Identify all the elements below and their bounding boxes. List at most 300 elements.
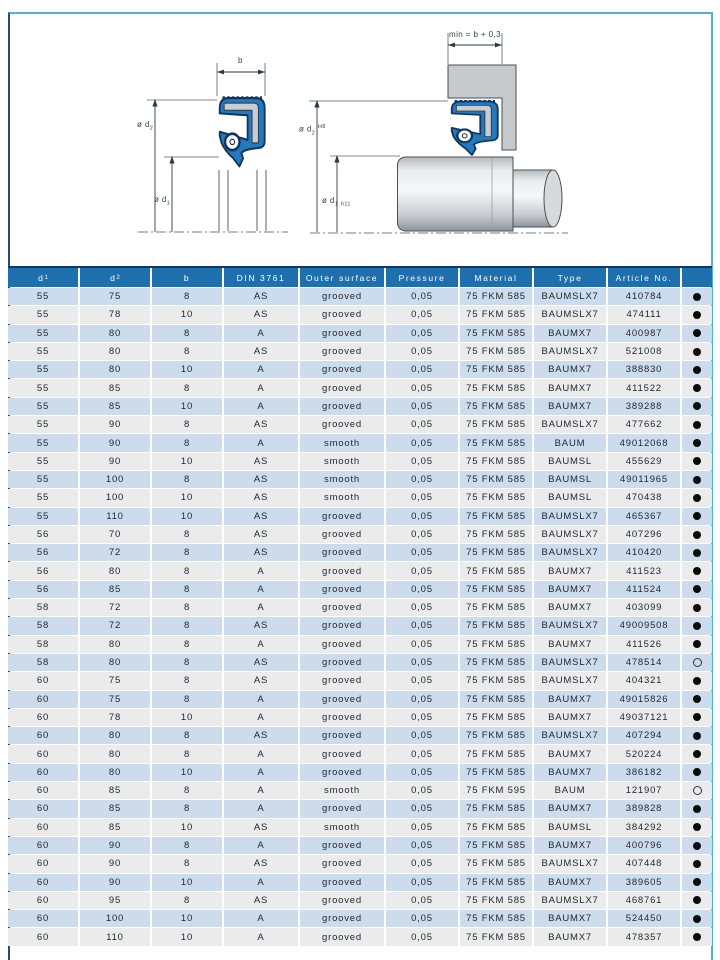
cell-d1: 55 [8,453,78,470]
table-row [8,782,712,799]
cell-d1: 56 [8,562,78,579]
cell-din3761: A [224,800,298,817]
cell-outer-surface: grooved [300,361,384,378]
cell-d1: 56 [8,544,78,561]
cell-material: 75 FKM 585 [460,544,532,561]
cell-type: BAUMSLX7 [534,306,606,323]
cell-d1: 60 [8,855,78,872]
cell-material: 75 FKM 585 [460,837,532,854]
cell-b: 8 [152,855,222,872]
cell-material: 75 FKM 585 [460,453,532,470]
availability-dot [682,819,712,836]
cell-article-no: 411524 [608,581,680,598]
cell-d2: 70 [80,526,150,543]
cell-d2: 80 [80,654,150,671]
cell-d1: 60 [8,764,78,781]
cell-outer-surface: grooved [300,306,384,323]
table-row [8,306,712,323]
cell-pressure: 0,05 [386,892,458,909]
cell-material: 75 FKM 585 [460,562,532,579]
cell-article-no: 389288 [608,398,680,415]
cell-pressure: 0,05 [386,471,458,488]
cell-din3761: AS [224,343,298,360]
availability-dot [682,489,712,506]
cell-type: BAUMX7 [534,325,606,342]
cell-din3761: A [224,398,298,415]
cell-pressure: 0,05 [386,837,458,854]
cell-material: 75 FKM 585 [460,526,532,543]
cell-article-no: 410784 [608,288,680,305]
cell-pressure: 0,05 [386,526,458,543]
cell-d1: 60 [8,691,78,708]
cell-article-no: 403099 [608,599,680,616]
cell-d2: 75 [80,288,150,305]
cell-pressure: 0,05 [386,928,458,945]
cell-b: 8 [152,727,222,744]
cell-pressure: 0,05 [386,325,458,342]
table-row [8,562,712,579]
cell-outer-surface: smooth [300,782,384,799]
cell-material: 75 FKM 585 [460,306,532,323]
cell-b: 8 [152,617,222,634]
cell-din3761: A [224,434,298,451]
cell-din3761: AS [224,471,298,488]
cell-din3761: A [224,745,298,762]
table-row [8,691,712,708]
cell-d2: 90 [80,837,150,854]
cell-outer-surface: grooved [300,508,384,525]
cell-article-no: 410420 [608,544,680,561]
table-row [8,617,712,634]
table-row [8,361,712,378]
cell-din3761: AS [224,892,298,909]
cell-type: BAUMSLX7 [534,526,606,543]
cell-b: 10 [152,874,222,891]
cell-article-no: 49009508 [608,617,680,634]
cell-type: BAUM [534,782,606,799]
cell-article-no: 524450 [608,910,680,927]
cell-d2: 90 [80,434,150,451]
col-header-pressure: Pressure [386,268,458,287]
cell-pressure: 0,05 [386,416,458,433]
cell-material: 75 FKM 585 [460,910,532,927]
cell-d1: 58 [8,599,78,616]
dim-label-d2-left: ø $d_2$ [137,120,154,132]
availability-dot [682,288,712,305]
cell-article-no: 389828 [608,800,680,817]
table-row [8,471,712,488]
cell-din3761: AS [224,288,298,305]
cell-d2: 72 [80,544,150,561]
cell-d1: 55 [8,398,78,415]
cell-type: BAUMX7 [534,379,606,396]
availability-dot [682,928,712,945]
cell-d2: 90 [80,874,150,891]
cell-material: 75 FKM 585 [460,617,532,634]
availability-dot [682,379,712,396]
cell-article-no: 49015826 [608,691,680,708]
cell-article-no: 478357 [608,928,680,945]
cell-d1: 56 [8,581,78,598]
cell-outer-surface: grooved [300,654,384,671]
cell-type: BAUMSLX7 [534,343,606,360]
dim-label-min-gap: min = b + 0,3 [449,30,501,39]
table-header-row [8,266,712,287]
cell-type: BAUM [534,434,606,451]
cell-b: 10 [152,453,222,470]
availability-dot [682,508,712,525]
cell-outer-surface: grooved [300,709,384,726]
cell-b: 8 [152,800,222,817]
availability-dot [682,727,712,744]
cell-b: 8 [152,544,222,561]
cell-din3761: AS [224,489,298,506]
cell-d2: 90 [80,453,150,470]
cell-type: BAUMX7 [534,910,606,927]
cell-material: 75 FKM 585 [460,819,532,836]
availability-dot [682,800,712,817]
cell-b: 8 [152,782,222,799]
cell-type: BAUMX7 [534,837,606,854]
cell-outer-surface: grooved [300,874,384,891]
availability-dot [682,544,712,561]
availability-dot [682,434,712,451]
cell-din3761: AS [224,526,298,543]
cell-d2: 75 [80,691,150,708]
cell-b: 8 [152,379,222,396]
cell-pressure: 0,05 [386,453,458,470]
availability-dot [682,416,712,433]
cell-d2: 80 [80,745,150,762]
cell-b: 10 [152,819,222,836]
cell-outer-surface: smooth [300,434,384,451]
cell-material: 75 FKM 585 [460,654,532,671]
cell-pressure: 0,05 [386,819,458,836]
availability-dot [682,562,712,579]
cell-d1: 58 [8,654,78,671]
cell-pressure: 0,05 [386,434,458,451]
cell-outer-surface: grooved [300,928,384,945]
cell-type: BAUMX7 [534,874,606,891]
cell-pressure: 0,05 [386,306,458,323]
cell-d2: 72 [80,617,150,634]
cell-din3761: AS [224,453,298,470]
cell-article-no: 411523 [608,562,680,579]
availability-dot [682,361,712,378]
cell-b: 8 [152,562,222,579]
cell-d2: 100 [80,910,150,927]
cell-b: 8 [152,691,222,708]
cell-type: BAUMSLX7 [534,727,606,744]
availability-dot [682,782,712,799]
cell-b: 8 [152,416,222,433]
cell-din3761: AS [224,508,298,525]
availability-dot [682,581,712,598]
dim-label-d1-left: ø $d_1$ [154,195,171,207]
table-row [8,581,712,598]
cell-article-no: 520224 [608,745,680,762]
cell-outer-surface: grooved [300,691,384,708]
cell-d2: 110 [80,928,150,945]
cell-article-no: 49011965 [608,471,680,488]
cell-b: 8 [152,343,222,360]
cell-d1: 55 [8,306,78,323]
cell-material: 75 FKM 585 [460,599,532,616]
cell-b: 8 [152,288,222,305]
cell-outer-surface: grooved [300,325,384,342]
cell-outer-surface: grooved [300,379,384,396]
col-header-availability [682,268,712,287]
cell-b: 10 [152,489,222,506]
cell-din3761: A [224,782,298,799]
cell-article-no: 521008 [608,343,680,360]
cell-outer-surface: grooved [300,581,384,598]
cell-d2: 100 [80,471,150,488]
cell-d2: 78 [80,306,150,323]
cell-pressure: 0,05 [386,544,458,561]
cell-d1: 58 [8,617,78,634]
cell-d2: 110 [80,508,150,525]
cell-pressure: 0,05 [386,562,458,579]
cell-article-no: 389605 [608,874,680,891]
cell-article-no: 49037121 [608,709,680,726]
col-header-type: Type [534,268,606,287]
table-row [8,508,712,525]
cell-pressure: 0,05 [386,800,458,817]
cell-article-no: 400987 [608,325,680,342]
availability-dot [682,306,712,323]
availability-dot [682,636,712,653]
cell-d1: 55 [8,288,78,305]
cell-outer-surface: grooved [300,288,384,305]
cell-outer-surface: grooved [300,416,384,433]
cell-outer-surface: grooved [300,526,384,543]
cell-d2: 85 [80,782,150,799]
cell-outer-surface: grooved [300,892,384,909]
table-row [8,343,712,360]
col-header-d1: d 1 [8,268,78,287]
cell-material: 75 FKM 585 [460,398,532,415]
cell-outer-surface: grooved [300,636,384,653]
table-row [8,325,712,342]
cell-pressure: 0,05 [386,855,458,872]
cell-material: 75 FKM 585 [460,672,532,689]
cell-outer-surface: grooved [300,343,384,360]
cell-type: BAUMX7 [534,800,606,817]
table-row [8,288,712,305]
cell-b: 8 [152,745,222,762]
cell-material: 75 FKM 585 [460,928,532,945]
cell-type: BAUMSL [534,489,606,506]
cell-type: BAUMX7 [534,636,606,653]
cell-material: 75 FKM 585 [460,325,532,342]
cell-outer-surface: smooth [300,819,384,836]
cell-type: BAUMSLX7 [534,672,606,689]
cell-type: BAUMX7 [534,599,606,616]
table-row [8,928,712,945]
cell-type: BAUMX7 [534,361,606,378]
cell-din3761: A [224,361,298,378]
availability-dot [682,453,712,470]
cell-material: 75 FKM 595 [460,782,532,799]
cell-article-no: 388830 [608,361,680,378]
cell-d1: 60 [8,782,78,799]
col-header-outer-surface: Outer surface [300,268,384,287]
cell-outer-surface: grooved [300,855,384,872]
cell-d1: 55 [8,508,78,525]
cell-din3761: AS [224,544,298,561]
table-row [8,416,712,433]
cell-material: 75 FKM 585 [460,727,532,744]
table-row [8,819,712,836]
cell-din3761: AS [224,819,298,836]
cell-outer-surface: grooved [300,617,384,634]
cell-type: BAUMSLX7 [534,617,606,634]
cell-pressure: 0,05 [386,672,458,689]
cell-b: 8 [152,892,222,909]
cell-article-no: 411522 [608,379,680,396]
cell-d1: 55 [8,325,78,342]
cell-type: BAUMX7 [534,709,606,726]
dim-label-d2-right: ø $d_2$ $^{H8}$ [299,124,326,137]
cell-b: 8 [152,672,222,689]
cell-d2: 80 [80,343,150,360]
table-row [8,874,712,891]
cell-b: 8 [152,581,222,598]
availability-dot [682,855,712,872]
cell-d2: 80 [80,361,150,378]
cell-article-no: 49012068 [608,434,680,451]
table-row [8,855,712,872]
cell-type: BAUMSL [534,471,606,488]
cell-article-no: 407294 [608,727,680,744]
cell-d1: 60 [8,672,78,689]
drawing-svg [8,12,712,266]
cell-article-no: 474111 [608,306,680,323]
cell-b: 8 [152,325,222,342]
cell-d2: 80 [80,636,150,653]
availability-dot [682,837,712,854]
cell-material: 75 FKM 585 [460,379,532,396]
availability-dot [682,617,712,634]
cell-type: BAUMSLX7 [534,416,606,433]
cell-b: 8 [152,599,222,616]
cell-pressure: 0,05 [386,727,458,744]
cell-type: BAUMX7 [534,745,606,762]
cell-d2: 85 [80,398,150,415]
table-row [8,453,712,470]
cell-d2: 90 [80,855,150,872]
cell-d2: 95 [80,892,150,909]
cell-din3761: A [224,562,298,579]
cell-material: 75 FKM 585 [460,489,532,506]
cell-article-no: 470438 [608,489,680,506]
cell-d1: 60 [8,874,78,891]
cell-b: 10 [152,910,222,927]
cell-din3761: AS [224,617,298,634]
cell-d1: 60 [8,727,78,744]
cell-d2: 78 [80,709,150,726]
cell-outer-surface: grooved [300,800,384,817]
cell-outer-surface: grooved [300,910,384,927]
cell-d1: 55 [8,489,78,506]
cell-d1: 60 [8,745,78,762]
cell-d1: 60 [8,709,78,726]
cell-article-no: 407448 [608,855,680,872]
cell-outer-surface: grooved [300,837,384,854]
cell-d1: 60 [8,837,78,854]
cell-article-no: 455629 [608,453,680,470]
cell-material: 75 FKM 585 [460,855,532,872]
cell-pressure: 0,05 [386,288,458,305]
cell-b: 10 [152,306,222,323]
cell-b: 8 [152,434,222,451]
table-row [8,379,712,396]
cell-din3761: AS [224,672,298,689]
cell-material: 75 FKM 585 [460,508,532,525]
cell-type: BAUMSLX7 [534,544,606,561]
cell-pressure: 0,05 [386,581,458,598]
cell-type: BAUMSLX7 [534,855,606,872]
table-row [8,764,712,781]
cell-article-no: 400796 [608,837,680,854]
cell-outer-surface: grooved [300,398,384,415]
cell-type: BAUMX7 [534,764,606,781]
table-row [8,910,712,927]
table-row [8,672,712,689]
cell-d2: 100 [80,489,150,506]
cell-b: 8 [152,837,222,854]
cell-material: 75 FKM 585 [460,361,532,378]
cell-pressure: 0,05 [386,782,458,799]
cell-d1: 60 [8,910,78,927]
cell-material: 75 FKM 585 [460,416,532,433]
cell-b: 10 [152,928,222,945]
cell-pressure: 0,05 [386,910,458,927]
availability-dot [682,874,712,891]
cell-type: BAUMX7 [534,691,606,708]
cell-din3761: AS [224,416,298,433]
cell-b: 10 [152,508,222,525]
cell-d2: 85 [80,800,150,817]
cell-b: 10 [152,709,222,726]
cell-material: 75 FKM 585 [460,800,532,817]
cell-pressure: 0,05 [386,636,458,653]
table-row [8,837,712,854]
table-row [8,636,712,653]
cell-material: 75 FKM 585 [460,874,532,891]
cell-outer-surface: grooved [300,727,384,744]
cell-outer-surface: grooved [300,745,384,762]
cell-pressure: 0,05 [386,874,458,891]
cell-din3761: A [224,928,298,945]
cell-d1: 55 [8,416,78,433]
cell-d1: 60 [8,892,78,909]
col-header-material: Material [460,268,532,287]
cell-d1: 60 [8,928,78,945]
cell-d2: 85 [80,581,150,598]
cell-outer-surface: grooved [300,599,384,616]
cell-article-no: 404321 [608,672,680,689]
cell-d2: 80 [80,727,150,744]
availability-dot [682,343,712,360]
cell-din3761: A [224,636,298,653]
col-header-b: b [152,268,222,287]
cell-d2: 80 [80,562,150,579]
cell-article-no: 465367 [608,508,680,525]
availability-dot [682,398,712,415]
cell-b: 10 [152,398,222,415]
